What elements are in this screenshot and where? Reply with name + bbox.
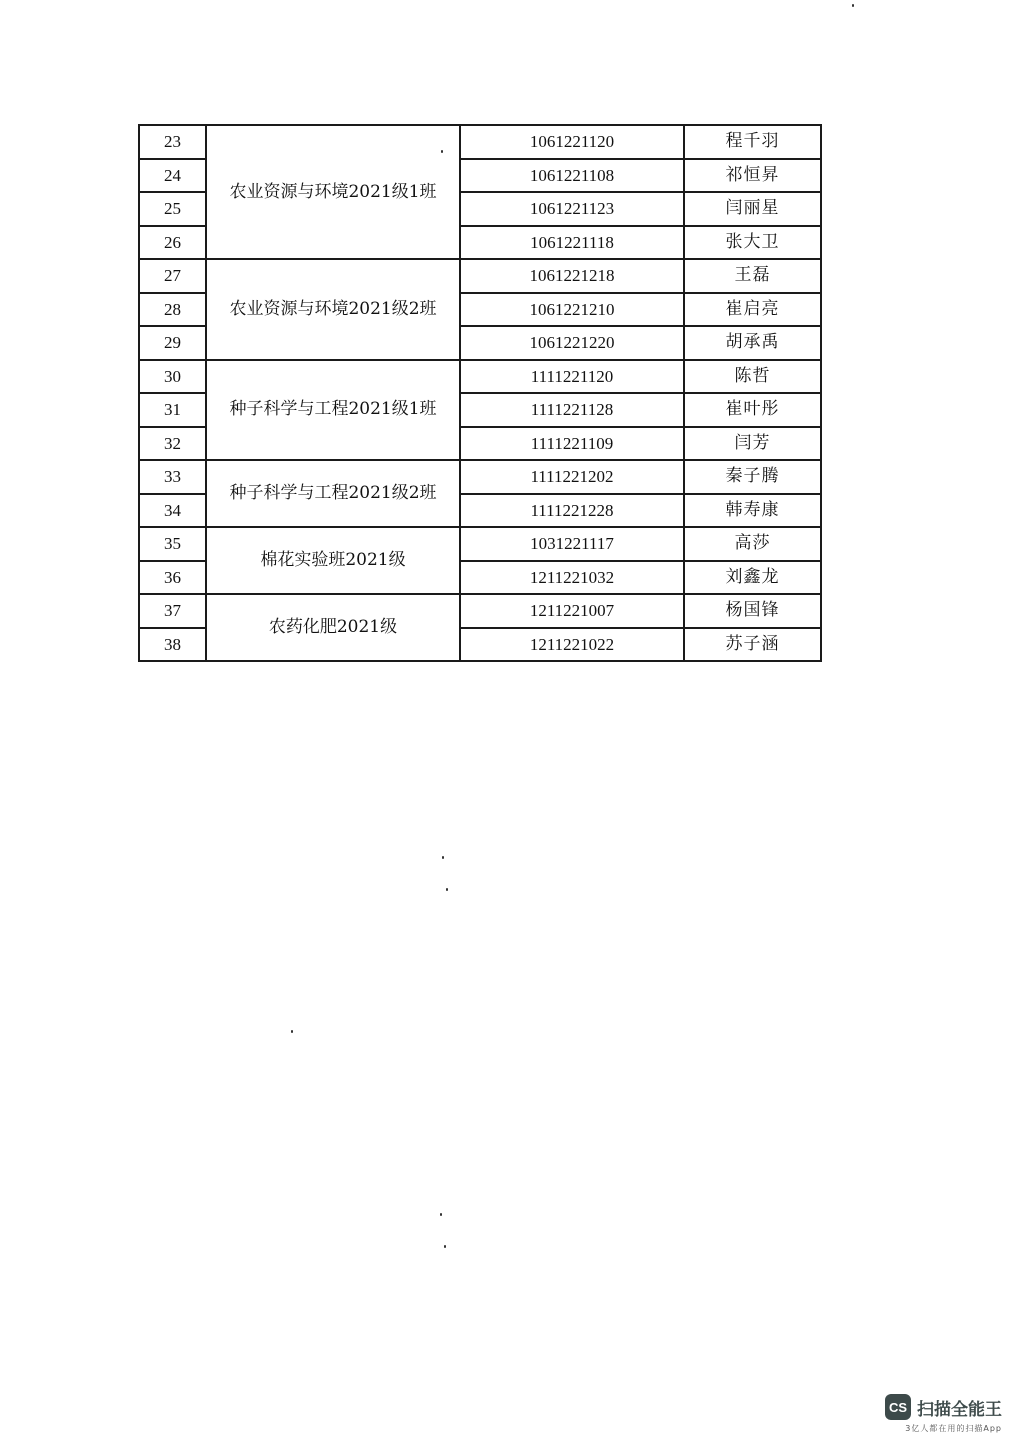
table-row (139, 594, 821, 628)
row-number: 36 (139, 561, 206, 595)
student-name: 陈哲 (684, 360, 821, 394)
table-row (139, 460, 821, 494)
scan-speck (852, 4, 854, 7)
table-row (139, 259, 821, 293)
student-name: 杨国锋 (684, 594, 821, 628)
class-cell: 农业资源与环境2021级1班 (206, 125, 460, 259)
student-id: 1111221120 (460, 360, 684, 394)
scan-speck (291, 1030, 293, 1033)
scan-speck (441, 150, 443, 153)
student-id: 1061221120 (460, 125, 684, 159)
scan-speck (440, 1213, 442, 1216)
student-name: 程千羽 (684, 125, 821, 159)
table-row (139, 527, 821, 561)
student-name: 韩寿康 (684, 494, 821, 528)
student-id: 1211221022 (460, 628, 684, 662)
student-name: 王磊 (684, 259, 821, 293)
student-name: 闫芳 (684, 427, 821, 461)
row-number: 30 (139, 360, 206, 394)
student-name: 秦子腾 (684, 460, 821, 494)
row-number: 34 (139, 494, 206, 528)
row-number: 31 (139, 393, 206, 427)
student-id: 1061221108 (460, 159, 684, 193)
student-roster-table (138, 124, 822, 662)
student-name: 崔叶彤 (684, 393, 821, 427)
student-name: 胡承禹 (684, 326, 821, 360)
row-number: 32 (139, 427, 206, 461)
watermark-app-name: 扫描全能王 (917, 1399, 1002, 1420)
student-id: 1111221128 (460, 393, 684, 427)
student-id: 1061221220 (460, 326, 684, 360)
student-id: 1111221109 (460, 427, 684, 461)
row-number: 23 (139, 125, 206, 159)
row-number: 24 (139, 159, 206, 193)
student-name: 崔启亮 (684, 293, 821, 327)
row-number: 28 (139, 293, 206, 327)
student-name: 闫丽星 (684, 192, 821, 226)
row-number: 35 (139, 527, 206, 561)
class-cell: 农药化肥2021级 (206, 594, 460, 661)
table-row (139, 360, 821, 394)
student-name: 张大卫 (684, 226, 821, 260)
student-name: 高莎 (684, 527, 821, 561)
student-id: 1111221228 (460, 494, 684, 528)
row-number: 33 (139, 460, 206, 494)
student-id: 1211221032 (460, 561, 684, 595)
class-cell: 种子科学与工程2021级2班 (206, 460, 460, 527)
class-cell: 棉花实验班2021级 (206, 527, 460, 594)
student-id: 1211221007 (460, 594, 684, 628)
student-name: 祁恒昇 (684, 159, 821, 193)
scan-speck (442, 856, 444, 859)
student-id: 1061221118 (460, 226, 684, 260)
row-number: 29 (139, 326, 206, 360)
scan-speck (446, 888, 448, 891)
scan-speck (444, 1245, 446, 1248)
row-number: 38 (139, 628, 206, 662)
student-id: 1061221210 (460, 293, 684, 327)
student-name: 苏子涵 (684, 628, 821, 662)
class-cell: 农业资源与环境2021级2班 (206, 259, 460, 360)
student-id: 1061221218 (460, 259, 684, 293)
student-id: 1031221117 (460, 527, 684, 561)
table-row (139, 125, 821, 159)
class-cell: 种子科学与工程2021级1班 (206, 360, 460, 461)
student-id: 1061221123 (460, 192, 684, 226)
student-id: 1111221202 (460, 460, 684, 494)
row-number: 27 (139, 259, 206, 293)
row-number: 25 (139, 192, 206, 226)
row-number: 37 (139, 594, 206, 628)
camscanner-logo-icon: CS (885, 1394, 911, 1420)
watermark-brand (885, 1394, 1002, 1420)
student-name: 刘鑫龙 (684, 561, 821, 595)
watermark-tagline: 3亿人都在用的扫描App (905, 1424, 1002, 1433)
row-number: 26 (139, 226, 206, 260)
scanner-watermark (885, 1394, 1002, 1434)
